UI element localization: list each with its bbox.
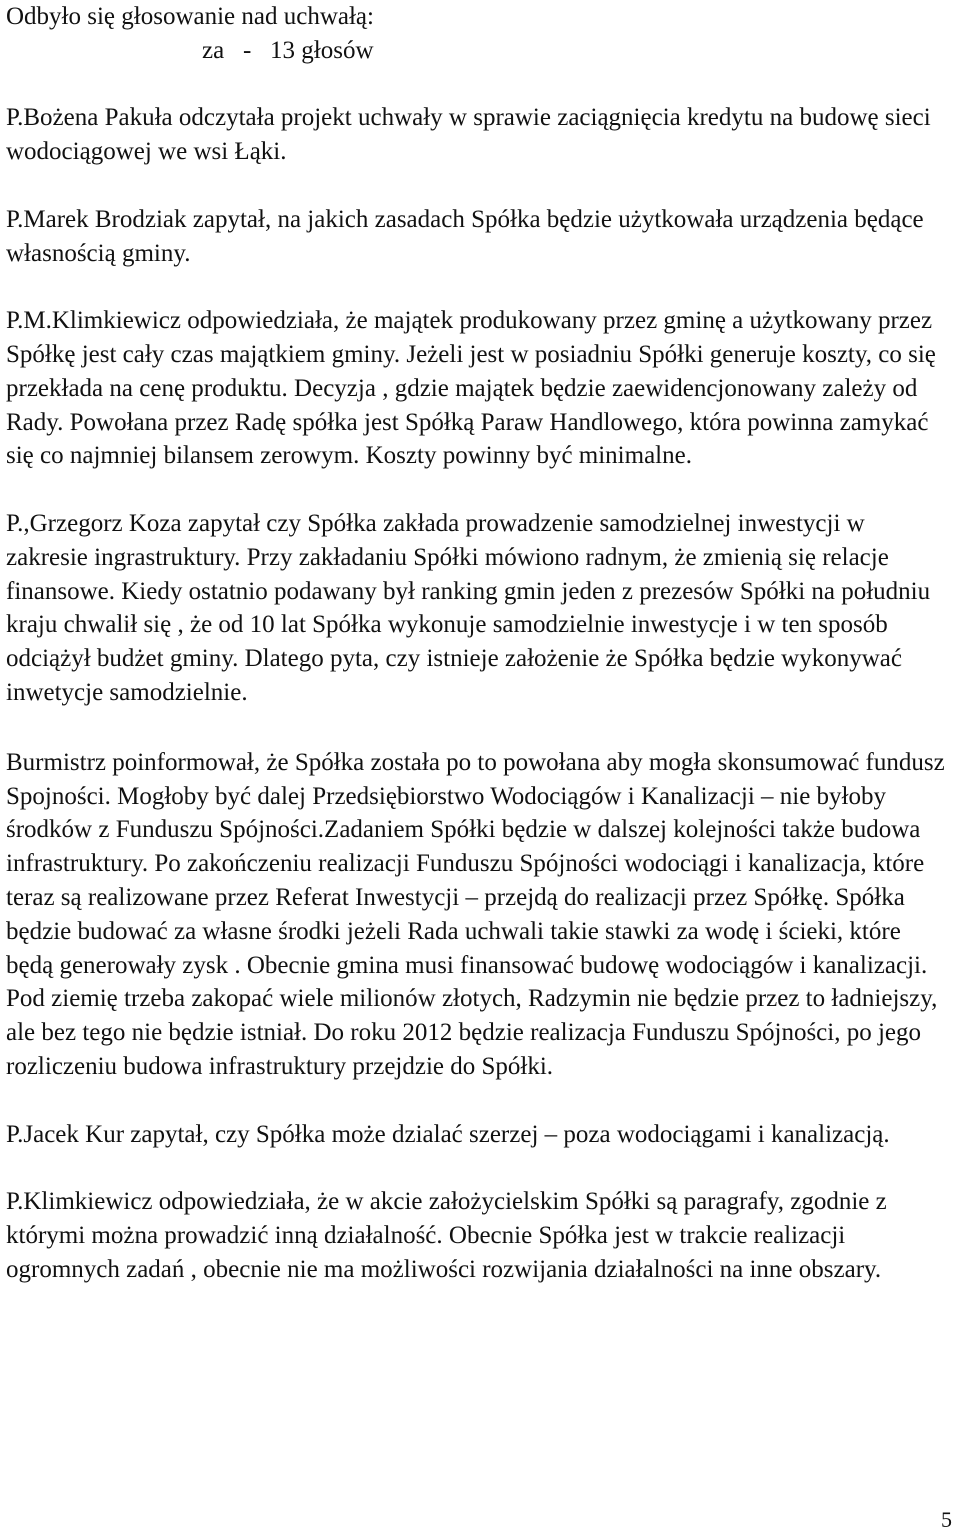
page-number: 5 xyxy=(941,1507,952,1532)
paragraph-pakula: P.Bożena Pakuła odczytała projekt uchwały w sprawie zaciągnięcia kredytu na budowę sieci wodociągowej we wsi Łąki. xyxy=(6,104,931,166)
paragraph-klimkiewicz-1: P.M.Klimkiewicz odpowiedziała, że majątek produkowany przez gminę a użytkowany przez Spółkę jest cały czas majątkiem gminy. Jeżeli jest w posiadniu Spółki generuje koszty, co się przekłada na cenę produktu. Decyzja , gdzie majątek będzie zaewidencjonowany zależy od Rady. Powołana przez Radę spółka jest Spółką Paraw Handlowego, która powinna zamykać się co najmniej bilansem zerowym. Koszty powinny być minimalne. xyxy=(6,307,936,470)
document-body xyxy=(6,0,951,1286)
paragraph-brodziak: P.Marek Brodziak zapytał, na jakich zasadach Spółka będzie użytkowała urządzenia będące własnością gminy. xyxy=(6,205,924,267)
vote-intro-text: Odbyło się głosowanie nad uchwałą: xyxy=(6,3,374,30)
paragraph-koza: P.,Grzegorz Koza zapytał czy Spółka zakłada prowadzenie samodzielnej inwestycji w zakresie ingrastruktury. Przy zakładaniu Spółki mówiono radnym, że zmienią się relacje finansowe. Kiedy ostatnio podawany był ranking gmin jeden z prezesów Spółki na południu kraju chwalił się , że od 10 lat Spółka wykonuje samodzielnie inwestycje i w ten sposób odciążył budżet gminy. Dlatego pyta, czy istnieje założenie że Spółka będzie wykonywać inwetycje samodzielnie. xyxy=(6,509,931,706)
paragraph-vote-intro xyxy=(6,0,951,68)
paragraph-klimkiewicz-2: P.Klimkiewicz odpowiedziała, że w akcie założycielskim Spółki są paragrafy, zgodnie z którymi można prowadzić inną działalność. Obecnie Spółka jest w trakcie realizacji ogromnych zadań , obecnie nie ma możliwości rozwijania działalności na inne obszary. xyxy=(6,1188,887,1283)
vote-result: za - 13 głosów xyxy=(202,36,374,64)
paragraph-burmistrz: Burmistrz poinformował, że Spółka została po to powołana aby mogła skonsumować fundusz Spojności. Mogłoby być dalej Przedsiębiorstwo Wodociągów i Kanalizacji – nie byłoby środków z Funduszu Spójności.Zadaniem Spółki będzie w dalszej kolejności także budowa infrastruktury. Po zakończeniu realizacji Funduszu Spójności wodociągi i kanalizacja, które teraz są realizowane przez Referat Inwestycji – przejdą do realizacji przez Spółkę. Spółka będzie budować za własne środki jeżeli Rada uchwali takie stawki za wodę i ścieki, które będą generowały zysk . Obecnie gmina musi finansować budowę wodociągów i kanalizacji. Pod ziemię trzeba zakopać wiele milionów złotych, Radzymin nie będzie przez to ładniejszy, ale bez tego nie będzie istniał. Do roku 2012 będzie realizacja Funduszu Spójności, po jego rozliczeniu budowa infrastruktury przejdzie do Spółki. xyxy=(6,748,945,1080)
paragraph-kur: P.Jacek Kur zapytał, czy Spółka może dzialać szerzej – poza wodociągami i kanalizacją. xyxy=(6,1120,890,1148)
